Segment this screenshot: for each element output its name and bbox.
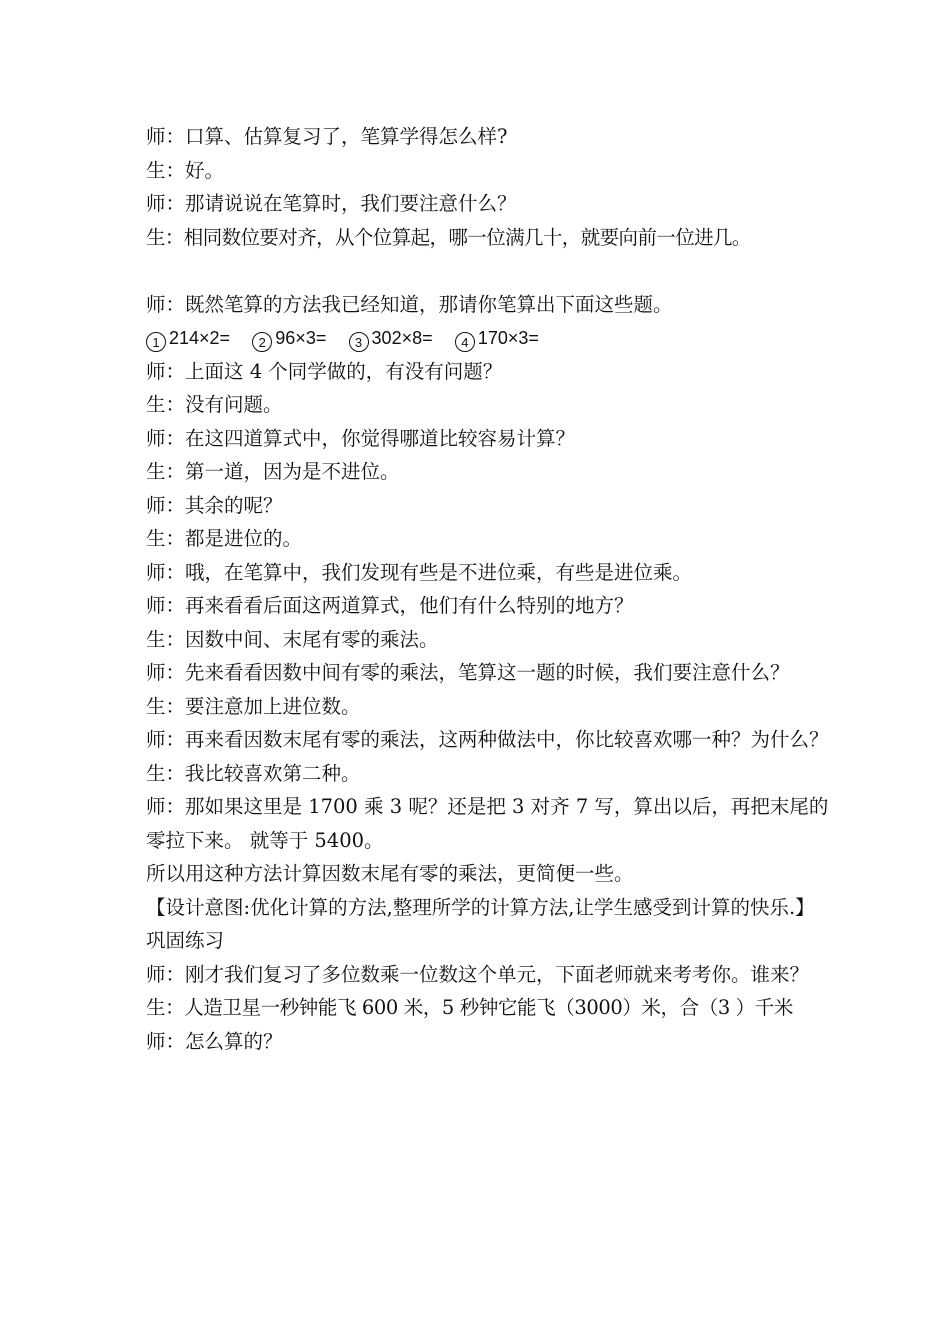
- dialogue-line: 师：其余的呢？: [146, 493, 283, 517]
- dialogue-line: 师：口算、估算复习了，笔算学得怎么样?: [146, 125, 508, 148]
- problem-item: [146, 326, 246, 349]
- problem-expression: 96×3=: [275, 328, 327, 348]
- problem-list: [146, 321, 836, 355]
- dialogue-line: 师：既然笔算的方法我已经知道，那请你笔算出下面这些题。: [146, 292, 673, 316]
- dialogue-line: 师：先来看看因数中间有零的乘法，笔算这一题的时候，我们要注意什么？: [146, 661, 790, 684]
- circled-number: 4: [455, 332, 475, 352]
- dialogue-line: 师：哦，在笔算中，我们发现有些是不进位乘，有些是进位乘。: [146, 560, 693, 584]
- circled-number: 2: [252, 332, 272, 352]
- dialogue-line: 师：在这四道算式中，你觉得哪道比较容易计算？: [146, 426, 576, 450]
- dialogue-line: 师：刚才我们复习了多位数乘一位数这个单元，下面老师就来考考你。谁来？: [146, 962, 810, 986]
- problem-expression: 302×8=: [371, 328, 433, 348]
- dialogue-line: 生：都是进位的。: [146, 527, 303, 550]
- dialogue-line: 生：要注意加上进位数。: [146, 694, 361, 718]
- dialogue-line: 生：因数中间、末尾有零的乘法。: [146, 627, 439, 651]
- problem-expression: 214×2=: [169, 328, 231, 348]
- dialogue-line: 生：第一道，因为是不进位。: [146, 460, 400, 483]
- dialogue-line: 生：没有问题。: [146, 393, 283, 416]
- section-heading: 巩固练习: [146, 929, 225, 952]
- dialogue-line: 生：好。: [146, 158, 225, 182]
- dialogue-line: 生：相同数位要对齐，从个位算起，哪一位满几十，就要向前一位进几。: [146, 225, 751, 249]
- problem-item: [455, 326, 555, 349]
- dialogue-line: 师：再来看因数末尾有零的乘法，这两种做法中，你比较喜欢哪一种？为什么？: [146, 728, 829, 751]
- circled-number: 3: [349, 332, 369, 352]
- dialogue-line: 师：上面这 4 个同学做的，有没有问题？: [146, 359, 503, 383]
- dialogue-line: 师：那请说说在笔算时，我们要注意什么？: [146, 192, 517, 215]
- problem-item: [349, 326, 449, 349]
- dialogue-line: 师：怎么算的？: [146, 1029, 283, 1053]
- dialogue-line: 生：我比较喜欢第二种。: [146, 761, 361, 785]
- dialogue-line: 生：人造卫星一秒钟能飞 600 米，5 秒钟它能飞（3000）米，合（3 ）千米: [146, 996, 793, 1019]
- dialogue-line: 师：那如果这里是 1700 乘 3 呢？还是把 3 对齐 7 写，算出以后，再把末尾的零拉下来。 就等于 5400。: [146, 795, 829, 852]
- dialogue-line: 所以用这种方法计算因数末尾有零的乘法，更简便一些。: [146, 862, 634, 885]
- problem-item: [252, 326, 342, 349]
- design-intent-note: 【设计意图:优化计算的方法,整理所学的计算方法,让学生感受到计算的快乐.】: [146, 895, 815, 919]
- blank-line: [146, 254, 836, 288]
- circled-number: 1: [146, 332, 166, 352]
- problem-expression: 170×3=: [477, 328, 539, 348]
- dialogue-line: 师：再来看看后面这两道算式，他们有什么特别的地方？: [146, 594, 634, 617]
- document-body: [146, 120, 836, 1058]
